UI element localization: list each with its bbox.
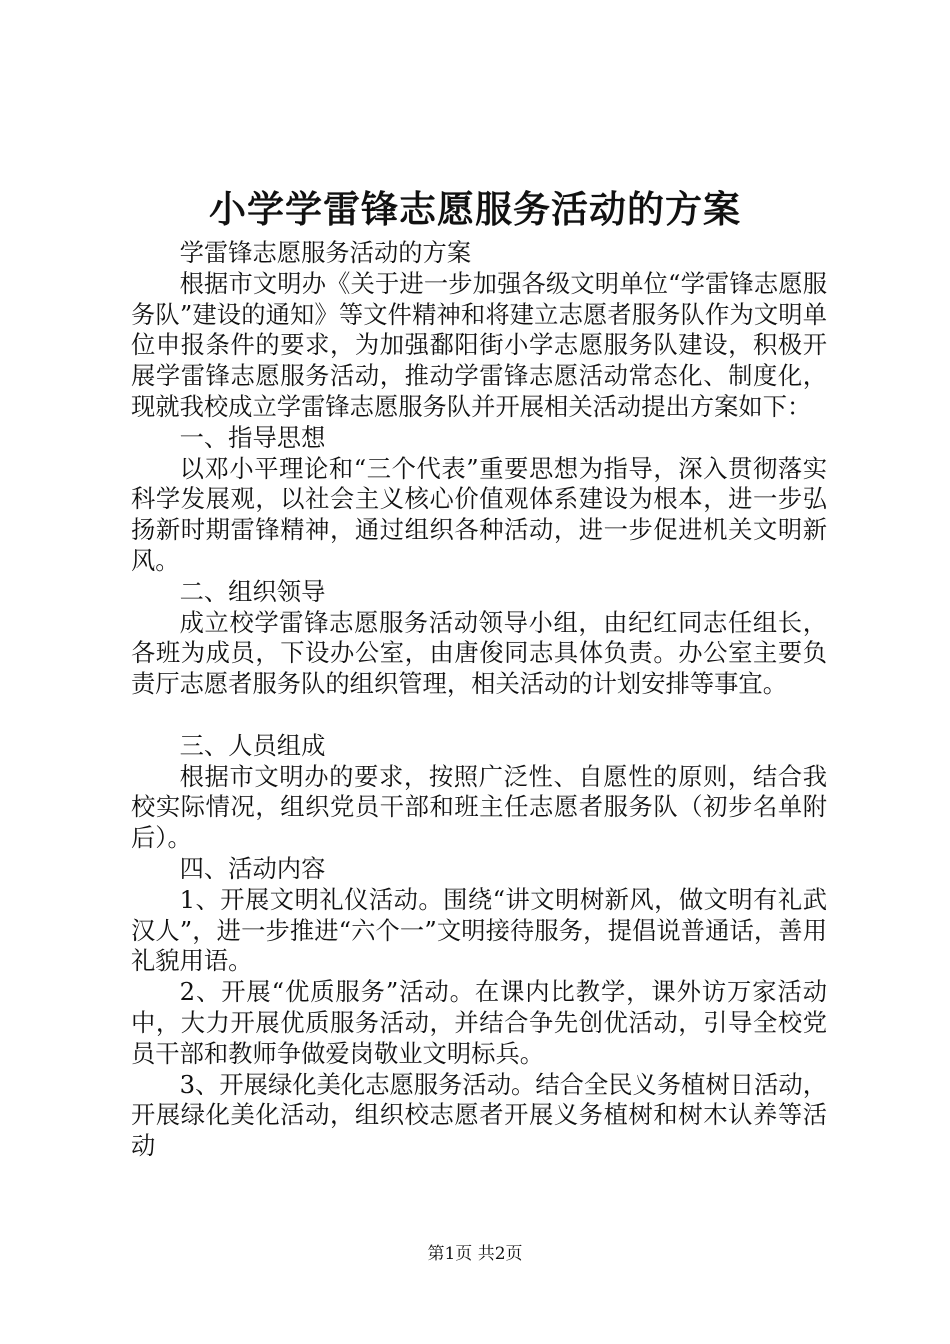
paragraph-activity-3: 3、开展绿化美化志愿服务活动。结合全民义务植树日活动，开展绿化美化活动，组织校志愿者开展义务植树和树木认养等活动 [131,1069,827,1161]
paragraph-activity-1: 1、开展文明礼仪活动。围绕“讲文明树新风，做文明有礼武汉人”，进一步推进“六个一”文明接待服务，提倡说普通话，善用礼貌用语。 [131,884,827,976]
paragraph-activity-2: 2、开展“优质服务”活动。在课内比教学，课外访万家活动中，大力开展优质服务活动，并结合争先创优活动，引导全校党员干部和教师争做爱岗敬业文明标兵。 [131,977,827,1068]
document-body [131,238,827,1162]
paragraph-intro: 根据市文明办《关于进一步加强各级文明单位“学雷锋志愿服务队”建设的通知》等文件精神和将建立志愿者服务队作为文明单位申报条件的要求，为加强鄱阳街小学志愿服务队建设，积极开展学雷锋志愿服务活动，推动学雷锋志愿活动常态化、制度化，现就我校成立学雷锋志愿服务队并开展相关活动提出方案如下： [131,268,827,421]
heading-personnel: 三、人员组成 [179,730,326,760]
heading-guiding-ideology: 一、指导思想 [179,422,326,452]
heading-organization: 二、组织领导 [179,576,326,606]
heading-activities: 四、活动内容 [179,853,326,883]
paragraph-personnel: 根据市文明办的要求，按照广泛性、自愿性的原则，结合我校实际情况，组织党员干部和班主任志愿者服务队（初步名单附后）。 [131,761,827,853]
paragraph-subtitle: 学雷锋志愿服务活动的方案 [179,238,472,267]
document-title: 小学学雷锋志愿服务活动的方案 [209,187,741,231]
paragraph-organization: 成立校学雷锋志愿服务活动领导小组，由纪红同志任组长，各班为成员，下设办公室，由唐俊同志具体负责。办公室主要负责厅志愿者服务队的组织管理，相关活动的计划安排等事宜。 [131,607,827,699]
paragraph-guiding-ideology: 以邓小平理论和“三个代表”重要思想为指导，深入贯彻落实科学发展观，以社会主义核心价值观体系建设为根本，进一步弘扬新时期雷锋精神，通过组织各种活动，进一步促进机关文明新风。 [131,453,827,575]
page-footer: 第1页 共2页 [427,1244,523,1264]
